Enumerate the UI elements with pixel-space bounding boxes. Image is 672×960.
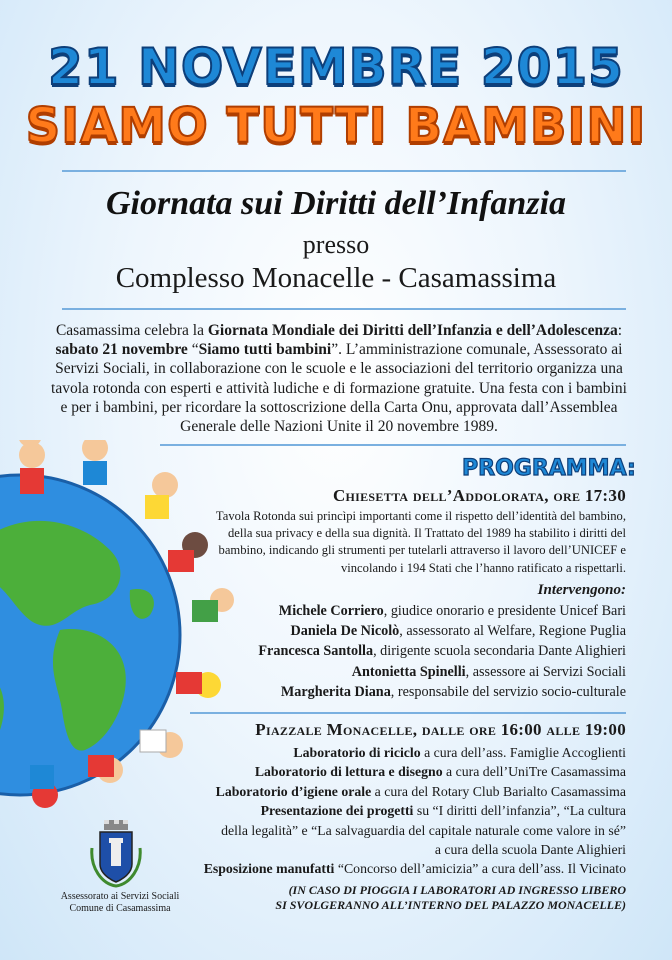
intervengono-label: Intervengono: [537, 582, 626, 598]
divider [190, 712, 626, 714]
speaker-item [160, 682, 626, 702]
footer-line: Comune di Casamassima [69, 903, 171, 914]
intro-bold: Giornata Mondiale dei Diritti dell’Infanzia e dell’Adolescenza [207, 322, 618, 339]
rain-note-line: SI SVOLGERANNO ALL’INTERNO DEL PALAZZO MONACELLE) [275, 898, 626, 912]
speaker-role: , giudice onorario e presidente Unicef Bari [383, 603, 626, 619]
speaker-name: Francesca Santolla [258, 643, 374, 660]
intro-bold: sabato 21 novembre [55, 341, 188, 359]
rain-note-line: (IN CASO DI PIOGGIA I LABORATORI AD INGRESSO LIBERO [288, 883, 626, 897]
speakers-list [160, 601, 626, 702]
progetti-item [160, 801, 626, 820]
event-date: 21 NOVEMBRE 2015 [48, 38, 624, 96]
intro-bold: Siamo tutti bambini [198, 341, 332, 359]
intro-text: “ [187, 341, 199, 359]
lab-detail: a cura del Rotary Club Barialto Casamassima [371, 783, 626, 799]
section1-heading: Chiesetta dell’Addolorata, ore 17:30 [332, 486, 626, 505]
intro-text: Casamassima celebra la [55, 322, 208, 339]
intro-text: ”. L’amministrazione comunale, Assessorato ai Servizi Sociali, in collaborazione con le scuole e le associazioni del territorio organizza una tavola rotonda con esperti e attività ludiche e di formazione gratuite. Una festa con i bambini e per i bambini, per ricordare la sottoscrizione della Carta Onu, approvata dall’Assemblea Generale delle Nazioni Unite il 20 novembre 1989. [51, 341, 627, 436]
municipal-crest-icon [86, 818, 146, 890]
progetti-line2: della legalità” e “La salvaguardia del capitale naturale come valore in sé” [221, 822, 626, 838]
speaker-role: , assessore ai Servizi Sociali [465, 663, 626, 680]
event-slogan: SIAMO TUTTI BAMBINI [25, 98, 647, 154]
speaker-role: , responsabile del servizio socio-culturale [390, 683, 626, 700]
intro-text: : [617, 322, 623, 339]
lab-name: Laboratorio d’igiene orale [215, 783, 372, 799]
lab-name: Laboratorio di riciclo [293, 745, 421, 760]
lab-detail: a cura dell’ass. Famiglie Accoglienti [420, 745, 626, 760]
speaker-item [160, 601, 626, 621]
presso-label: presso [302, 230, 370, 259]
rain-note [180, 883, 626, 913]
programma-heading: PROGRAMMA: [462, 456, 636, 481]
speaker-name: Michele Corriero [278, 603, 384, 619]
section2-heading: Piazzale Monacelle, dalle ore 16:00 alle 19:00 [255, 720, 626, 739]
speaker-name: Daniela De Nicolò [290, 623, 400, 640]
divider [62, 308, 626, 310]
footer-line: Assessorato ai Servizi Sociali [60, 891, 180, 902]
footer-credit [50, 891, 190, 915]
section1-description: Tavola Rotonda sui princìpi importanti come il rispetto dell’identità del bambino, della sua privacy e della sua dignità. Il Trattato del 1989 ha stabilito i diritti del bambino, indicando gli strumenti per tutelarli attraverso il lavoro dell’UNICEF e vincolando i 194 Stati che l’hanno ratificato a rispettarli. [215, 509, 626, 575]
lab-detail: a cura dell’UniTre Casamassima [442, 764, 626, 780]
speaker-item [160, 621, 626, 641]
speaker-name: Antonietta Spinelli [351, 663, 466, 680]
venue: Complesso Monacelle - Casamassima [115, 262, 557, 294]
intro-paragraph [48, 321, 630, 436]
speaker-role: , dirigente scuola secondaria Dante Alighieri [373, 643, 626, 660]
progetti-detail: su “I diritti dell’infanzia”, “La cultura [413, 803, 626, 819]
speaker-role: , assessorato al Welfare, Regione Puglia [399, 623, 626, 640]
esposizione-name: Esposizione manufatti [203, 861, 335, 877]
lab-item [160, 762, 626, 781]
progetti-line3: a cura della scuola Dante Alighieri [434, 842, 626, 858]
divider [62, 170, 626, 172]
esposizione-detail: “Concorso dell’amicizia” a cura dell’ass. Il Vicinato [334, 861, 626, 877]
lab-name: Laboratorio di lettura e disegno [254, 764, 443, 780]
esposizione-item [160, 859, 626, 878]
lab-item [160, 743, 626, 762]
event-title: Giornata sui Diritti dell’Infanzia [105, 185, 567, 222]
speaker-item [160, 662, 626, 682]
speaker-item [160, 641, 626, 661]
labs-list [160, 743, 626, 879]
lab-item [160, 782, 626, 801]
progetti-name: Presentazione dei progetti [260, 803, 414, 819]
speaker-name: Margherita Diana [280, 683, 391, 700]
